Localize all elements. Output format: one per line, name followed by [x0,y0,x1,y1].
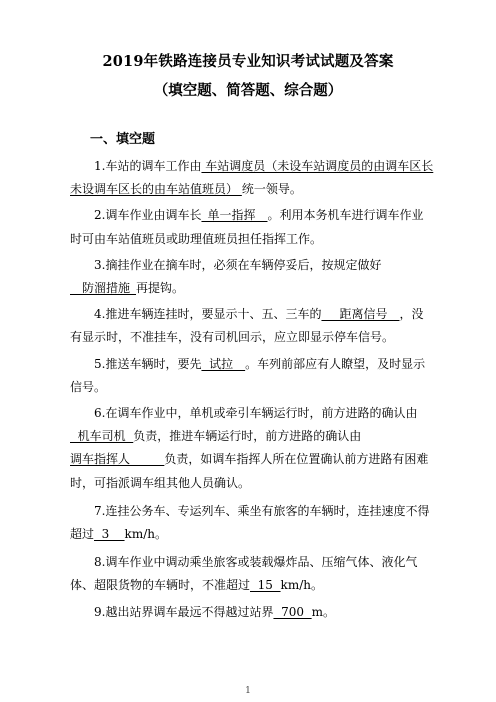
answer-blank: __防溜措施_ [70,281,137,296]
question-9 [70,601,434,624]
question-text: 5.推送车辆时，要先 [94,356,202,371]
answer-blank: _单一指挥__ [201,208,268,223]
question-text: 负责，如调车指挥人所在位置确认前方进路有困难时，可指派调车组其他人员确认。 [70,452,429,490]
question-5 [70,353,434,399]
question-text: 1.车站的调车工作由 [94,159,202,173]
question-text: 负责，推进车辆运行时，前方进路的确认由 [133,429,362,444]
question-list [70,155,434,624]
question-text: 。车列前部应有人瞭望，及时显示信号。 [70,356,426,394]
answer-blank: 车站调度员（未设车站调度员的由调车区长未设调车区长的由车站值班员） [70,159,434,197]
question-text: ，没有显示时，不准挂车，没有司机回示，应立即显示停车信号。 [70,307,424,345]
question-text: km/h。 [280,578,323,593]
section-heading: 一、填空题 [90,132,156,147]
question-text: 7.连挂公务车、专运列车、乘坐有旅客的车辆时，连挂速度不得超过 [70,503,430,542]
question-text: 2.调车作业由调车长 [94,208,202,223]
answer-blank: 调车指挥人 [70,452,165,467]
question-text: 8.调车作业中调动乘坐旅客或装载爆炸品、压缩气体、液化气体、超限货物的车辆时，不准超过 [70,555,418,593]
question-1 [70,155,434,201]
question-text: 9.越出站界调车最远不得越过站界 [94,604,274,619]
answer-blank: ___距离信号_ [321,307,394,322]
question-6 [70,402,434,495]
question-text: 6.在调车作业中，单机或牵引车辆运行时，前方进路的确认由 [94,406,418,421]
answer-blank: _ [393,307,400,322]
question-text: 。利用本务机车进行调车作业时可由车站值班员或助理值班员担任指挥工作。 [70,208,424,246]
answer-blank: 15 [250,578,281,593]
question-3 [70,254,434,300]
question-4 [70,303,434,349]
answer-blank: 700 [273,604,312,619]
answer-blank: 3 [94,527,125,542]
question-text: 4.推进车辆连挂时，要显示十、五、三车的 [94,307,322,322]
answer-blank: 机车司机 [70,429,134,444]
question-2 [70,204,434,250]
question-text: 再提钩。 [136,281,185,296]
document-subtitle: （填空题、简答题、综合题） [153,82,343,99]
document-title: 2019年铁路连接员专业知识考试试题及答案 [102,53,394,70]
question-text: 3.摘挂作业在摘车时，必须在车辆停妥后，按规定做好 [94,257,382,272]
question-text: 统一领导。 [241,182,302,197]
question-text: m。 [311,604,336,619]
question-7 [70,500,434,546]
question-text: km/h。 [124,527,167,542]
page-number: 1 [245,686,251,696]
answer-blank: 试拉__ [201,356,246,371]
question-8 [70,551,434,597]
